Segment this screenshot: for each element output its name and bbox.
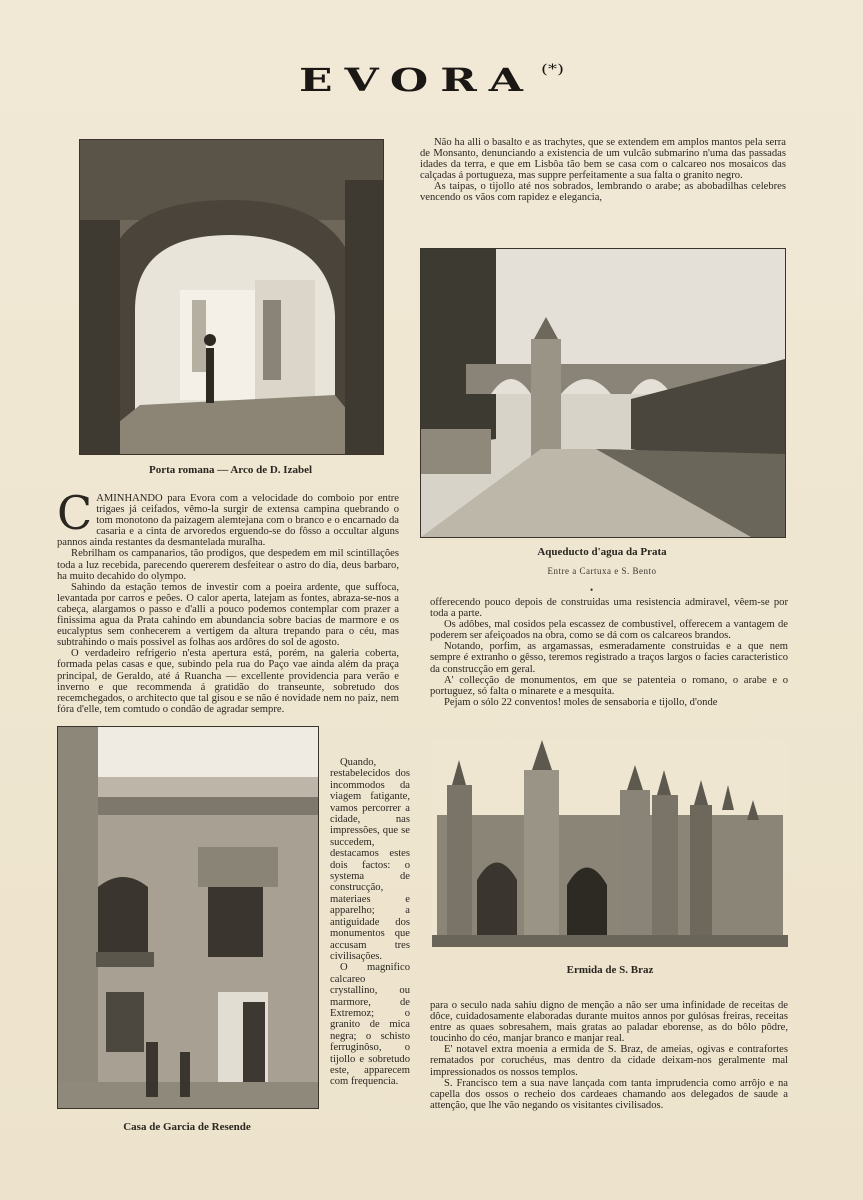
photo-casa-garcia-resende	[57, 726, 319, 1109]
photo-aqueduto	[420, 248, 786, 538]
photo-porta-romana	[79, 139, 384, 455]
caption-casa-garcia-resende: Casa de Garcia de Resende	[123, 1121, 251, 1133]
text-column-right-bottom	[430, 1000, 788, 1111]
text-column-right-mid	[430, 597, 788, 708]
paragraph: Pejam o sólo 22 conventos! moles de sensaboria e tijollo, d'onde	[444, 696, 718, 708]
text-column-right-top	[420, 137, 786, 204]
paragraph: S. Francisco tem a sua nave lançada com tanta imprudencia como arrôjo e na capella dos ossos o recheio dos cardeaes chamando aos delegados de saude a attenção, que lhe vão negando os visitantes civilisados.	[430, 1077, 788, 1111]
paragraph: Rebrilham os campanarios, tão prodigos, que despedem em mil scintillações toda a luz recebida, parecendo quererem desfeitear o astro do dia, deus barbaro, ha muito decahido do olympo.	[57, 548, 399, 582]
separator-asterisk: •	[590, 585, 594, 595]
caption-ermida-s-braz: Ermida de S. Braz	[566, 964, 654, 976]
caption-aqueduto: Aqueducto d'agua da Prata	[537, 546, 667, 558]
paragraph: E' notavel extra moenia a ermida de S. Braz, de ameias, ogivas e contrafortes rematados por coruchéus, mas dentro da cidade deixam-nos geralmente mal impressionados os nossos templos.	[430, 1044, 788, 1078]
subcaption-aqueduto: Entre a Cartuxa e S. Bento	[547, 566, 657, 576]
text-column-narrow	[330, 757, 410, 1088]
paragraph: para o seculo nada sahiu digno de menção a não ser uma infinidade de receitas de dôce, cuidadosamente elaboradas durante muitos annos por gulósas freiras, receitas entre as quaes sobresahem, mais gratas ao paladar eborense, as do bôlo pôdre, toucinho do céo, manjar branco e manjar real.	[430, 1000, 788, 1045]
paragraph: CAMINHANDO para Evora com a velocidade do comboio por entre trigaes já ceifados, vêmo-la surgir de extensa campina quebrando o tom monotono da paizagem alemtejana com o branco e o encarnado da casaria e a cinta de arvoredos erguendo-se do fôsso a occultar alguns pannos ainda restantes da desmantelada muralha.	[57, 486, 399, 549]
drop-cap: C	[57, 486, 93, 540]
paragraph: O magnifico calcareo crystallino, ou marmore, de Extremoz; o granito de mica negra; o schisto ferruginôso, o tijollo e sobretudo este, apparecem com frequencia.	[330, 962, 410, 1088]
paragraph: As taipas, o tijollo até nos sobrados, lembrando o arabe; as abobadilhas celebres vencendo os vãos com rapidez e elegancia,	[420, 181, 786, 204]
page-title: EVORA (*)	[299, 62, 564, 99]
paragraph: Quando, restabelecidos dos incommodos da viagem fatigante, vamos percorrer a cidade, nas impressões, que se succedem, destacamos estes dois factos: o systema de construcção, materiaes e apparelho; a antiguidade dos monumentos que accusam tres civilisações.	[330, 757, 410, 962]
paragraph: Notando, porfim, as argamassas, esmeradamente construidas e a que nem sempre é extranho o gêsso, teremos registrado a traços largos o facies caracteristico da construcção em geral.	[430, 641, 788, 675]
paragraph: Os adôbes, mal cosidos pela escassez de combustivel, offerecem a vantagem de poderem ser afeiçoados na obra, como se dá com os calcareos brandos.	[430, 619, 788, 642]
caption-porta-romana: Porta romana — Arco de D. Izabel	[148, 464, 313, 476]
photo-ermida-s-braz	[432, 740, 788, 947]
paragraph: O verdadeiro refrigerio n'esta apertura está, porém, na galeria coberta, formada pelas casas e que, subindo pela rua do Paço vae ainda além da praça principal, de Geraldo, até á Ruancha — excellente providencia para verão e inverno e que recommenda á gratidão do transeunte, sobretudo dos recemchegados, o architecto que tal gisou e se não é novidade nem no paiz, nem fóra d'elle, tem comtudo o condão de agradar sempre.	[57, 648, 399, 715]
paragraph: offerecendo pouco depois de construidas uma resistencia admiravel, vêem-se por toda a parte.	[430, 597, 788, 620]
paragraph: Sahindo da estação temos de investir com a poeira ardente, que suffoca, levantada por carros e peões. O calor aperta, latejam as fontes, abraza-se-nos a cabeça, alargamos o passo e d'alli a pouco podemos contemplar com prazer a finissima agua da Prata cahindo em abundancia sobre bacias de marmore e os eucalyptus sem conhecerem a vertigem da altura trepando para o céu, mas subtrahindo o mais possivel as folhas aos ardôres do sol de agosto.	[57, 581, 399, 649]
paragraph: A' collecção de monumentos, em que se patenteia o romano, o arabe e o portuguez, só falta o minarete e a mesquita.	[430, 674, 788, 697]
footnote-mark: (*)	[540, 62, 564, 78]
paragraph: Não ha alli o basalto e as trachytes, que se extendem em amplos mantos pela serra de Monsanto, denunciando a existencia de um vulcão submarino n'uma das passadas idades da terra, e que em Lisbôa tão bem se casa com o calcareo nos mosaicos das calçadas á portugueza, mas suppre perfeitamente a sua falta o granito negro.	[420, 137, 786, 182]
text-column-left	[57, 486, 399, 715]
